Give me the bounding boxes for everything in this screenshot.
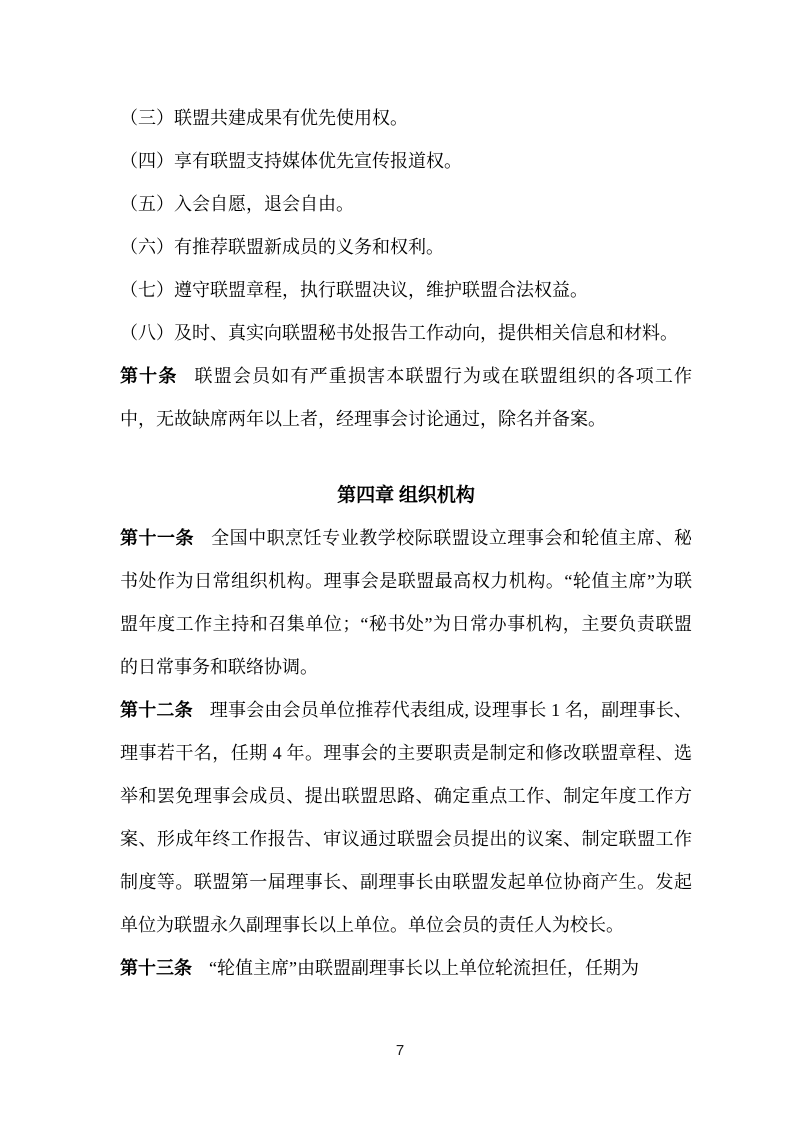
document-body xyxy=(120,97,692,990)
chapter-4-heading: 第四章 组织机构 xyxy=(337,485,475,506)
clause-item-7 xyxy=(120,269,692,312)
article-11 xyxy=(120,517,692,689)
page-number: 7 xyxy=(395,1042,405,1059)
article-12-text: 理事会由会员单位推荐代表组成, 设理事长 1 名，副理事长、理事若干名，任期 4 年。理事会的主要职责是制定和修改联盟章程、选举和罢免理事会成员、提出联盟思路、确定重点工作、制定年度工作方案、形成年终工作报告、审议通过联盟会员提出的议案、制定联盟工作制度等。联盟第一届理事长、副理事长由联盟发起单位协商产生。发起单位为联盟永久副理事长以上单位。单位会员的责任人为校长。 xyxy=(120,700,693,935)
article-11-text: 全国中职烹饪专业教学校际联盟设立理事会和轮值主席、秘书处作为日常组织机构。理事会是联盟最高权力机构。“轮值主席”为联盟年度工作主持和召集单位；“秘书处”为日常办事机构，主要负责联盟的日常事务和联络协调。 xyxy=(120,528,693,677)
clause-item-8 xyxy=(120,312,692,355)
clause-text: （四）享有联盟支持媒体优先宣传报道权。 xyxy=(120,151,462,171)
article-12-label: 第十二条 xyxy=(120,700,193,720)
article-13-text: “轮值主席”由联盟副理事长以上单位轮流担任，任期为 xyxy=(209,958,639,978)
article-10-text: 联盟会员如有严重损害本联盟行为或在联盟组织的各项工作中，无故缺席两年以上者，经理事会讨论通过，除名并备案。 xyxy=(120,366,693,429)
clause-text: （七）遵守联盟章程，执行联盟决议，维护联盟合法权益。 xyxy=(120,280,588,300)
clause-text: （六）有推荐联盟新成员的义务和权利。 xyxy=(120,237,444,257)
clause-item-4 xyxy=(120,140,692,183)
article-12 xyxy=(120,689,692,947)
article-10 xyxy=(120,355,692,441)
clause-item-5 xyxy=(120,183,692,226)
clause-text: （三）联盟共建成果有优先使用权。 xyxy=(120,108,408,128)
clause-item-6 xyxy=(120,226,692,269)
article-11-label: 第十一条 xyxy=(120,528,195,548)
article-13 xyxy=(120,947,692,990)
clause-text: （八）及时、真实向联盟秘书处报告工作动向，提供相关信息和材料。 xyxy=(120,323,678,343)
clause-item-3 xyxy=(120,97,692,140)
clause-text: （五）入会自愿，退会自由。 xyxy=(120,194,354,214)
article-10-label: 第十条 xyxy=(120,366,178,386)
article-13-label: 第十三条 xyxy=(120,958,192,978)
